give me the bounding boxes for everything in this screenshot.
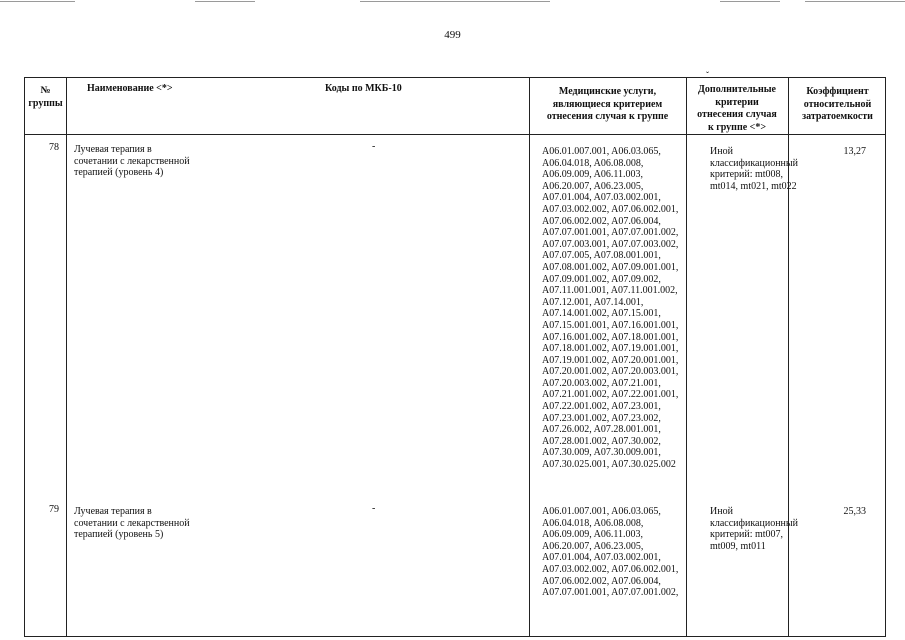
row-78-services: A06.01.007.001, A06.03.065, A06.04.018, A06.08.008, A06.09.009, A06.11.003, A06.20.007, A06.23.005, A07.01.004, A07.03.002.001, A07.03.002.002, A07.06.002.001, A07.06.002.002, A07.06.004, A07.07.001.001, A07.07.001.002, A07.07.003.001, A07.07.003.002, A07.07.005, A07.08.001.001, A07.08.001.002, A07.09.001.001, A07.09.001.002, A07.09.002, A07.11.001.001, A07.11.001.002, A07.12.001, A07.14.001, A07.14.001.002, A07.15.001, A07.15.001.001, A07.16.001.001, A07.16.001.002, A07.18.001.001, A07.18.001.002, A07.19.001.001, A07.19.001.002, A07.20.001.001, A07.20.001.002, A07.20.003.001, A07.20.003.002, A07.21.001, A07.21.001.002, A07.22.001.001, A07.22.001.002, A07.23.001, A07.23.001.002, A07.23.002, A07.26.002, A07.28.001.001, A07.28.001.002, A07.30.002, A07.30.009, A07.30.009.001, A07.30.025.001, A07.30.025.002 bbox=[542, 146, 679, 471]
column-divider bbox=[66, 78, 67, 636]
row-79-coefficient: 25,33 bbox=[843, 506, 866, 517]
header-name: Наименование <*> bbox=[87, 83, 173, 94]
column-divider bbox=[529, 78, 530, 636]
row-78-name: Лучевая терапия в сочетании с лекарственной терапией (уровень 4) bbox=[74, 144, 190, 179]
row-78-coefficient: 13,27 bbox=[843, 146, 866, 157]
row-79-number: 79 bbox=[49, 504, 59, 515]
scan-tick-mark: ˇ bbox=[706, 70, 709, 80]
header-coefficient: Коэффициент относительной затратоемкости bbox=[802, 86, 873, 122]
page-number: 499 bbox=[444, 29, 461, 41]
row-78-number: 78 bbox=[49, 142, 59, 153]
row-79-name: Лучевая терапия в сочетании с лекарственной терапией (уровень 5) bbox=[74, 506, 190, 541]
header-medical-services: Медицинские услуги, являющиеся критерием отнесения случая к группе bbox=[546, 86, 669, 122]
scan-edge-line bbox=[195, 1, 255, 2]
header-icd-codes: Коды по МКБ-10 bbox=[325, 83, 402, 94]
scan-edge-line bbox=[0, 1, 75, 2]
classification-table bbox=[24, 77, 886, 637]
column-divider bbox=[686, 78, 687, 636]
scan-edge-line bbox=[360, 1, 550, 2]
row-79-icd: - bbox=[372, 503, 376, 514]
row-79-services: A06.01.007.001, A06.03.065, A06.04.018, A06.08.008, A06.09.009, A06.11.003, A06.20.007, A06.23.005, A07.01.004, A07.03.002.001, A07.03.002.002, A07.06.002.001, A07.06.002.002, A07.06.004, A07.07.001.001, A07.07.001.002, bbox=[542, 506, 679, 599]
scan-edge-line bbox=[805, 1, 905, 2]
header-extra-criteria: Дополнительные критерии отнесения случая к группе <*> bbox=[697, 84, 777, 133]
header-divider bbox=[25, 134, 885, 135]
row-78-extra-criteria: Иной классификационный критерий: mt008, mt014, mt021, mt022 bbox=[710, 146, 798, 192]
scan-edge-line bbox=[720, 1, 780, 2]
row-78-icd: - bbox=[372, 141, 376, 152]
row-79-extra-criteria: Иной классификационный критерий: mt007, mt009, mt011 bbox=[710, 506, 798, 552]
header-group-number: № группы bbox=[28, 85, 63, 109]
